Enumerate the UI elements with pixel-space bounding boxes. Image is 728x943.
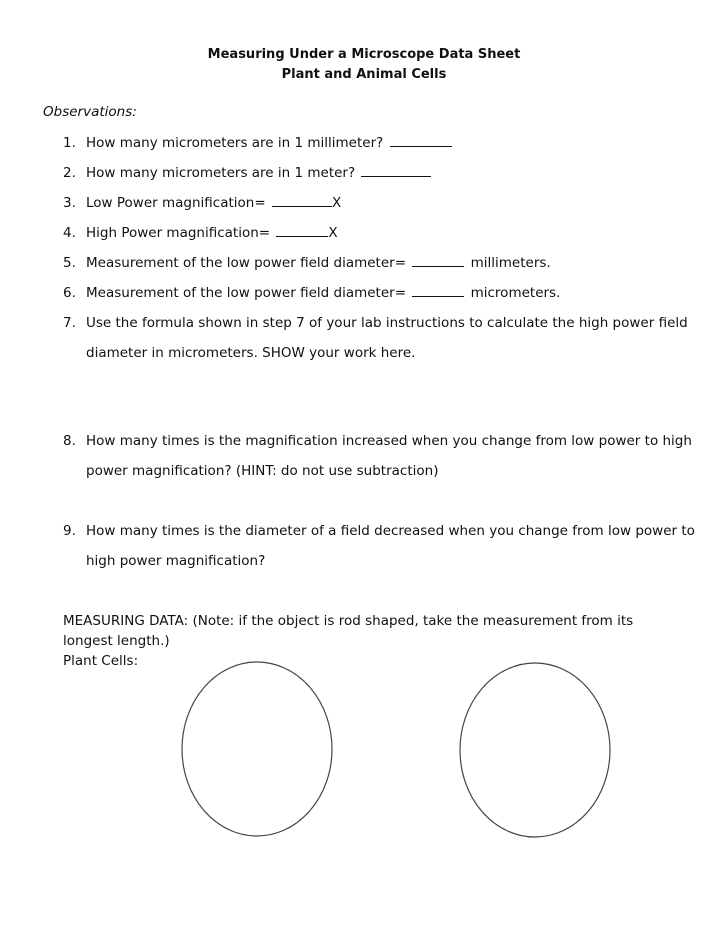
question-number: 4. — [63, 225, 76, 241]
question-text-line1: How many times is the magnification increased when you change from low power to high — [86, 433, 692, 449]
question-text-line1: How many times is the diameter of a field decreased when you change from low power to — [86, 523, 695, 539]
question-9-continued: high power magnification? — [86, 553, 266, 569]
observations-heading: Observations: — [43, 104, 137, 120]
unit-suffix: micrometers. — [470, 285, 561, 301]
page-subtitle: Plant and Animal Cells — [281, 67, 447, 82]
question-text: How many micrometers are in 1 millimeter? — [86, 135, 384, 151]
question-number: 2. — [63, 165, 76, 181]
plant-cells-label: Plant Cells: — [63, 653, 139, 669]
question-text-line1: Use the formula shown in step 7 of your lab instructions to calculate the high power field — [86, 315, 688, 331]
measuring-data-note: MEASURING DATA: (Note: if the object is rod shaped, take the measurement from its longest length.) — [63, 613, 634, 649]
plant-cell-circle-2[interactable] — [460, 663, 610, 837]
question-8-continued: power magnification? (HINT: do not use subtraction) — [86, 463, 439, 479]
plant-cell-circle-1[interactable] — [182, 662, 332, 836]
question-number: 7. — [63, 315, 76, 331]
question-7-continued: diameter in micrometers. SHOW your work here. — [86, 345, 416, 361]
question-text: Low Power magnification= — [86, 195, 266, 211]
question-number: 3. — [63, 195, 76, 211]
question-number: 6. — [63, 285, 76, 301]
unit-suffix: X — [328, 225, 338, 241]
question-number: 1. — [63, 135, 76, 151]
question-text: How many micrometers are in 1 meter? — [86, 165, 356, 181]
question-text: Measurement of the low power field diameter= — [86, 285, 407, 301]
unit-suffix: X — [331, 195, 342, 211]
question-text: Measurement of the low power field diameter= — [86, 255, 407, 271]
question-text: High Power magnification= — [86, 225, 271, 241]
question-number: 5. — [63, 255, 76, 271]
unit-suffix: millimeters. — [470, 255, 551, 271]
question-number: 8. — [63, 433, 76, 449]
page-title: Measuring Under a Microscope Data Sheet — [207, 47, 521, 62]
question-number: 9. — [63, 523, 76, 539]
